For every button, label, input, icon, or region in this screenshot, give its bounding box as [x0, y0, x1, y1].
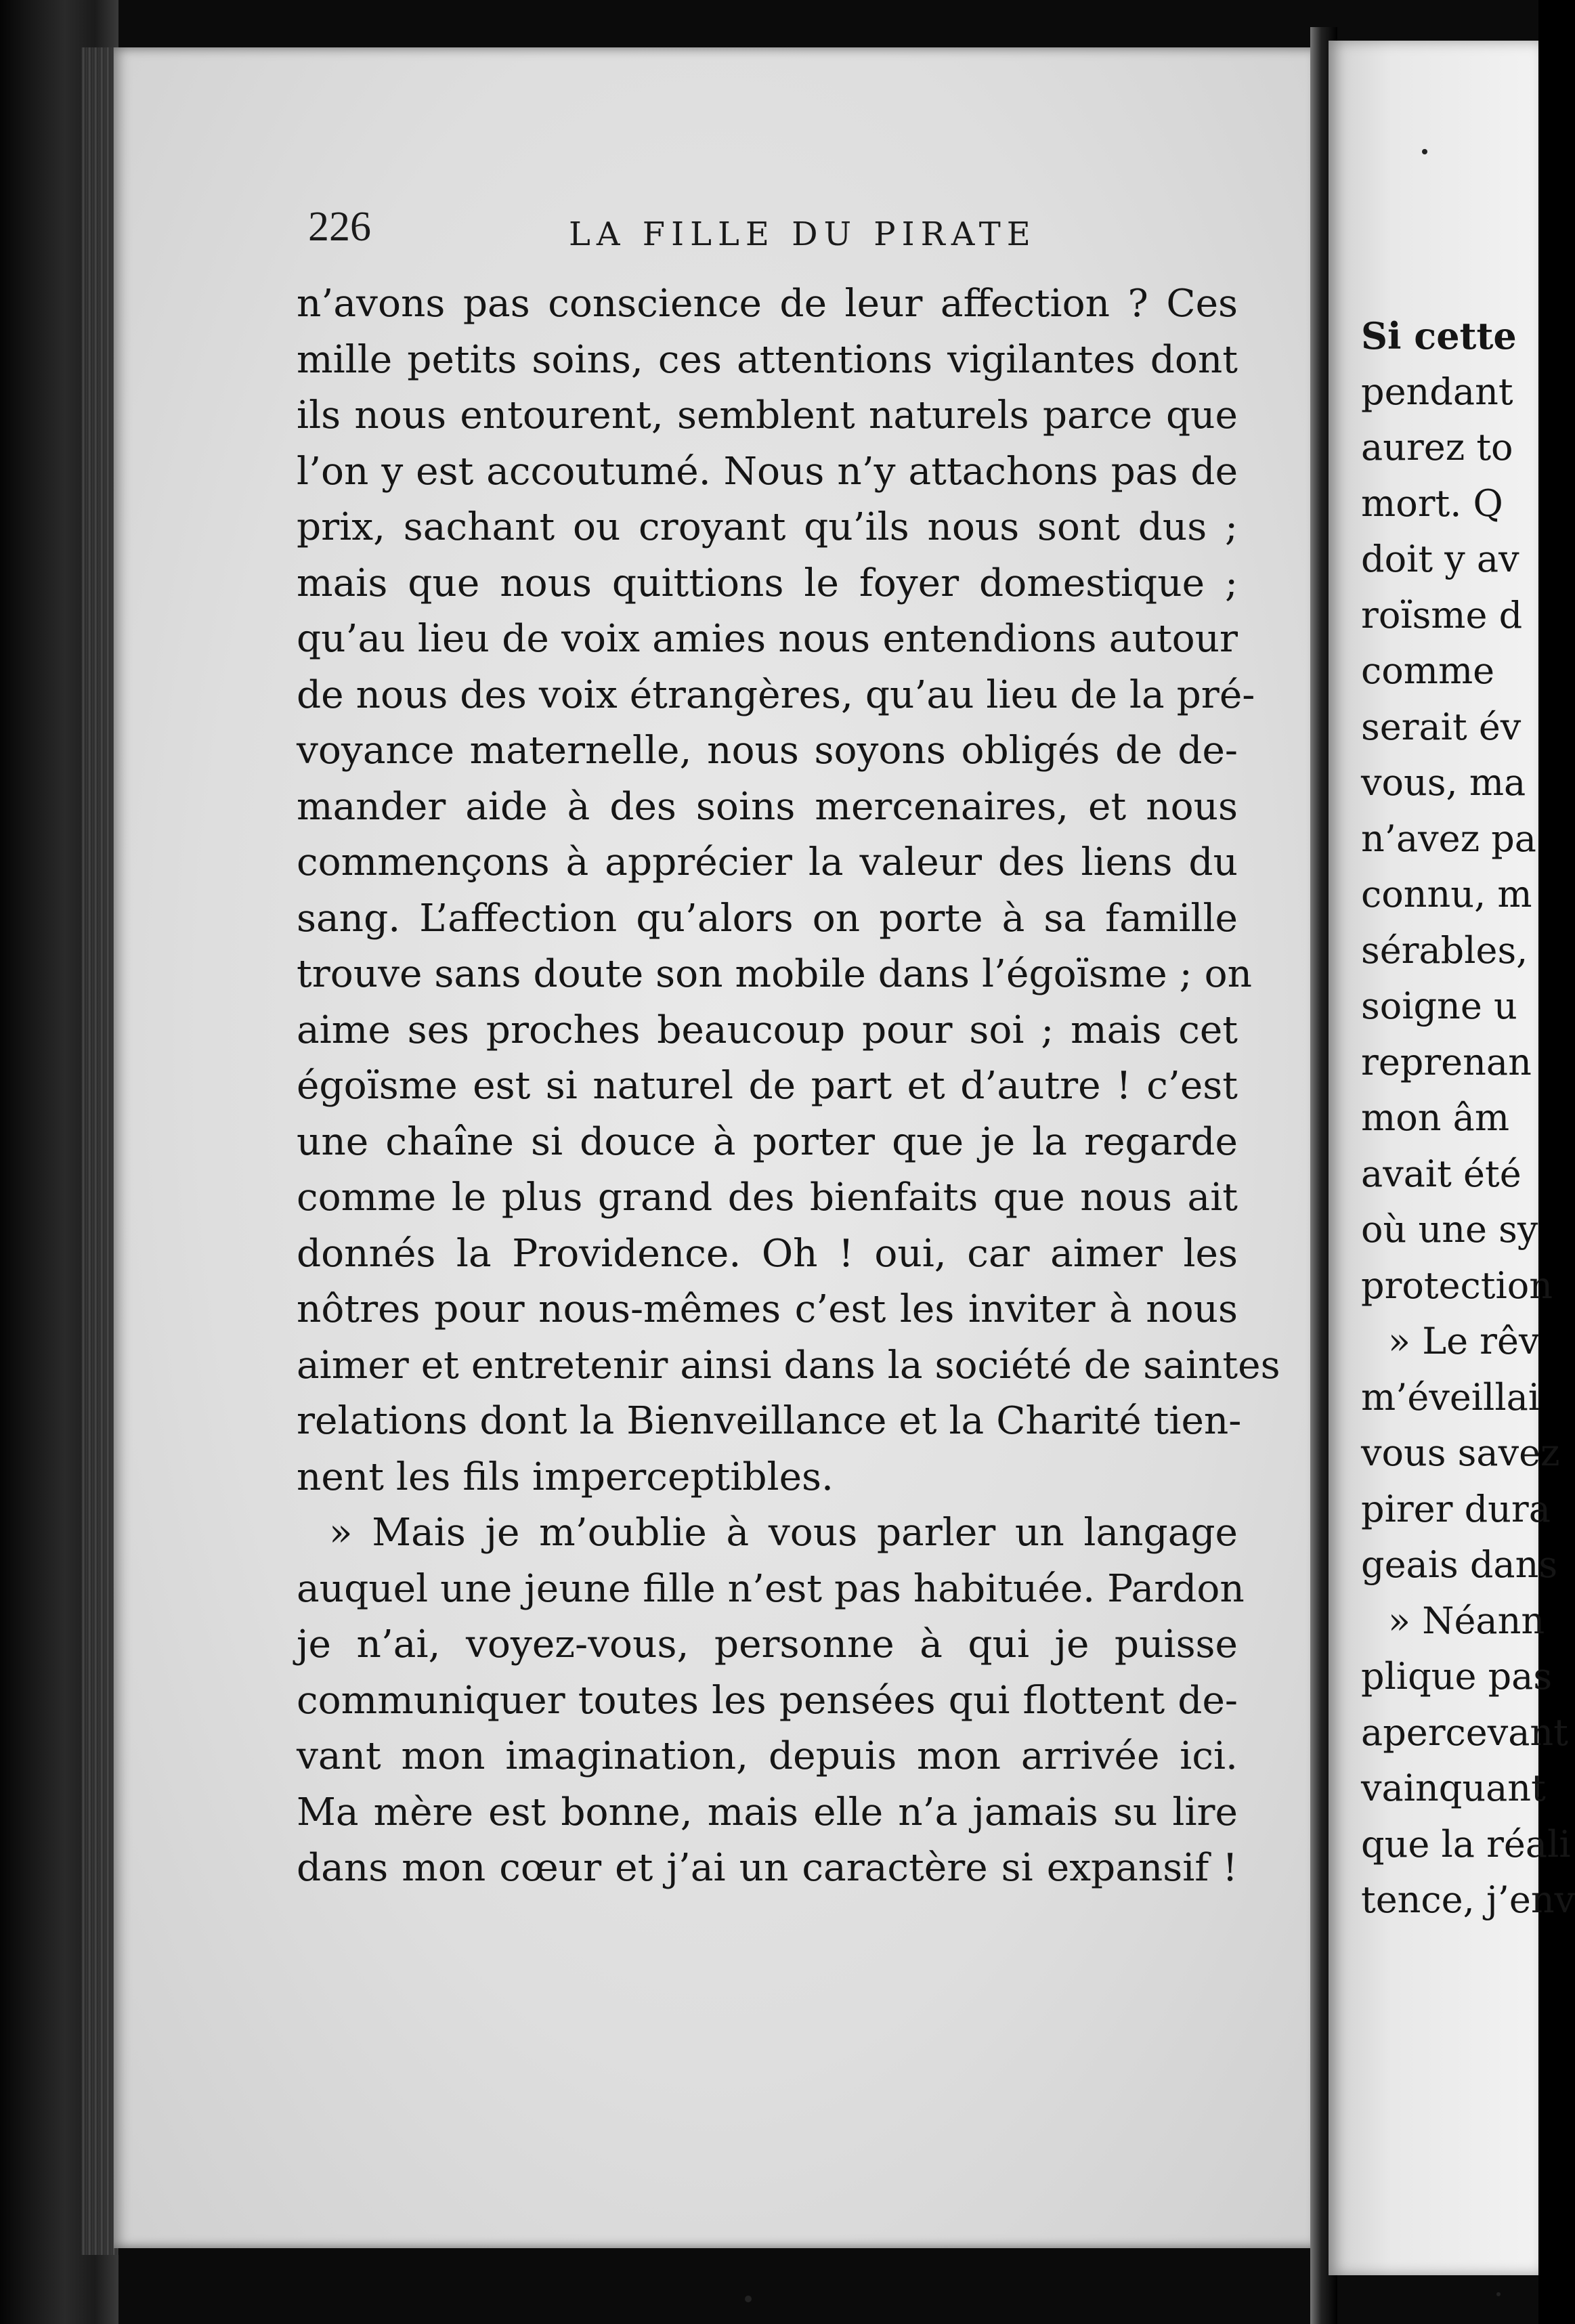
text-line: ils nous entourent, semblent naturels parce que — [297, 393, 1238, 437]
text-line: Si cette — [1361, 314, 1517, 358]
text-line: soigne u — [1361, 985, 1517, 1027]
text-line: connu, m — [1361, 873, 1532, 916]
text-line: de nous des voix étrangères, qu’au lieu de la pré- — [297, 672, 1255, 717]
text-line: serait év — [1361, 705, 1522, 748]
text-line: l’on y est accoutumé. Nous n’y attachons pas de — [297, 449, 1238, 494]
text-line: sang. L’affection qu’alors on porte à sa famille — [297, 896, 1238, 941]
text-line: communiquer toutes les pensées qui flottent de- — [297, 1678, 1238, 1723]
text-line: où une sy — [1361, 1208, 1538, 1251]
text-line: aime ses proches beaucoup pour soi ; mais cet — [297, 1008, 1238, 1052]
running-title: LA FILLE DU PIRATE — [569, 215, 1037, 253]
text-line: comme — [1361, 649, 1495, 692]
text-line: mander aide à des soins mercenaires, et nous — [297, 784, 1238, 829]
text-line: pendant — [1361, 370, 1513, 413]
scan-speck — [1496, 2292, 1501, 2296]
text-line: dans mon cœur et j’ai un caractère si expansif ! — [297, 1846, 1238, 1890]
text-line: pirer dura — [1361, 1487, 1551, 1530]
text-line: vous savez — [1361, 1432, 1560, 1474]
text-line: geais dans — [1361, 1543, 1558, 1586]
text-line: trouve sans doute son mobile dans l’égoïsme ; on — [297, 952, 1253, 996]
text-line: je n’ai, voyez-vous, personne à qui je puisse — [297, 1622, 1238, 1666]
text-line: prix, sachant ou croyant qu’ils nous sont dus ; — [297, 505, 1238, 549]
text-line: doit y av — [1361, 538, 1519, 580]
text-line: » Mais je m’oublie à vous parler un langage — [329, 1511, 1238, 1555]
text-line: qu’au lieu de voix amies nous entendions autour — [297, 617, 1238, 661]
text-line: égoïsme est si naturel de part et d’autre ! c’est — [297, 1064, 1238, 1108]
text-line: auquel une jeune fille n’est pas habituée. Pardon — [297, 1566, 1245, 1611]
text-line: mort. Q — [1361, 481, 1503, 525]
text-line: mais que nous quittions le foyer domestique ; — [297, 561, 1238, 605]
text-line: tence, j’env — [1361, 1878, 1575, 1921]
text-line: que la réali — [1361, 1822, 1571, 1866]
text-line: n’avons pas conscience de leur affection ? Ces — [297, 282, 1238, 326]
text-line: mon âm — [1361, 1096, 1510, 1139]
text-line: plique pas — [1361, 1655, 1553, 1698]
left-page-body — [297, 276, 1280, 1897]
text-line: aurez to — [1361, 426, 1513, 469]
text-line: m’éveillai — [1361, 1375, 1540, 1419]
text-line: nôtres pour nous-mêmes c’est les inviter à nous — [297, 1287, 1238, 1331]
text-line: commençons à apprécier la valeur des liens du — [297, 840, 1238, 884]
text-line: avait été — [1361, 1152, 1522, 1195]
text-line: n’avez pa — [1361, 817, 1536, 860]
text-line: reprenan — [1361, 1040, 1532, 1083]
scan-speck — [1422, 149, 1427, 154]
scan-speck — [745, 2296, 752, 2302]
text-line: nent les fils imperceptibles. — [297, 1455, 834, 1499]
text-line: donnés la Providence. Oh ! oui, car aimer les — [297, 1231, 1238, 1276]
text-line: sérables, — [1361, 928, 1528, 972]
right-page-body — [1361, 308, 1575, 1929]
text-line: comme le plus grand des bienfaits que nous ait — [297, 1176, 1238, 1220]
text-line: protection — [1361, 1264, 1553, 1307]
text-line: vous, ma — [1361, 761, 1526, 804]
text-line: relations dont la Bienveillance et la Charité tien- — [297, 1399, 1242, 1443]
text-line: apercevant — [1361, 1710, 1568, 1754]
text-line: mille petits soins, ces attentions vigilantes dont — [297, 337, 1238, 382]
text-line: » Néann — [1388, 1599, 1545, 1642]
text-line: Ma mère est bonne, mais elle n’a jamais su lire — [297, 1790, 1238, 1834]
text-line: roïsme d — [1361, 593, 1523, 637]
page-edges — [81, 47, 118, 2255]
text-line: vant mon imagination, depuis mon arrivée ici. — [297, 1734, 1238, 1778]
page-number: 226 — [308, 204, 371, 250]
text-line: vainquant — [1361, 1767, 1546, 1809]
text-line: aimer et entretenir ainsi dans la société de saintes — [297, 1343, 1280, 1387]
text-line: » Le rêv — [1388, 1320, 1540, 1362]
text-line: voyance maternelle, nous soyons obligés de de- — [297, 729, 1238, 773]
text-line: une chaîne si douce à porter que je la regarde — [297, 1119, 1238, 1164]
